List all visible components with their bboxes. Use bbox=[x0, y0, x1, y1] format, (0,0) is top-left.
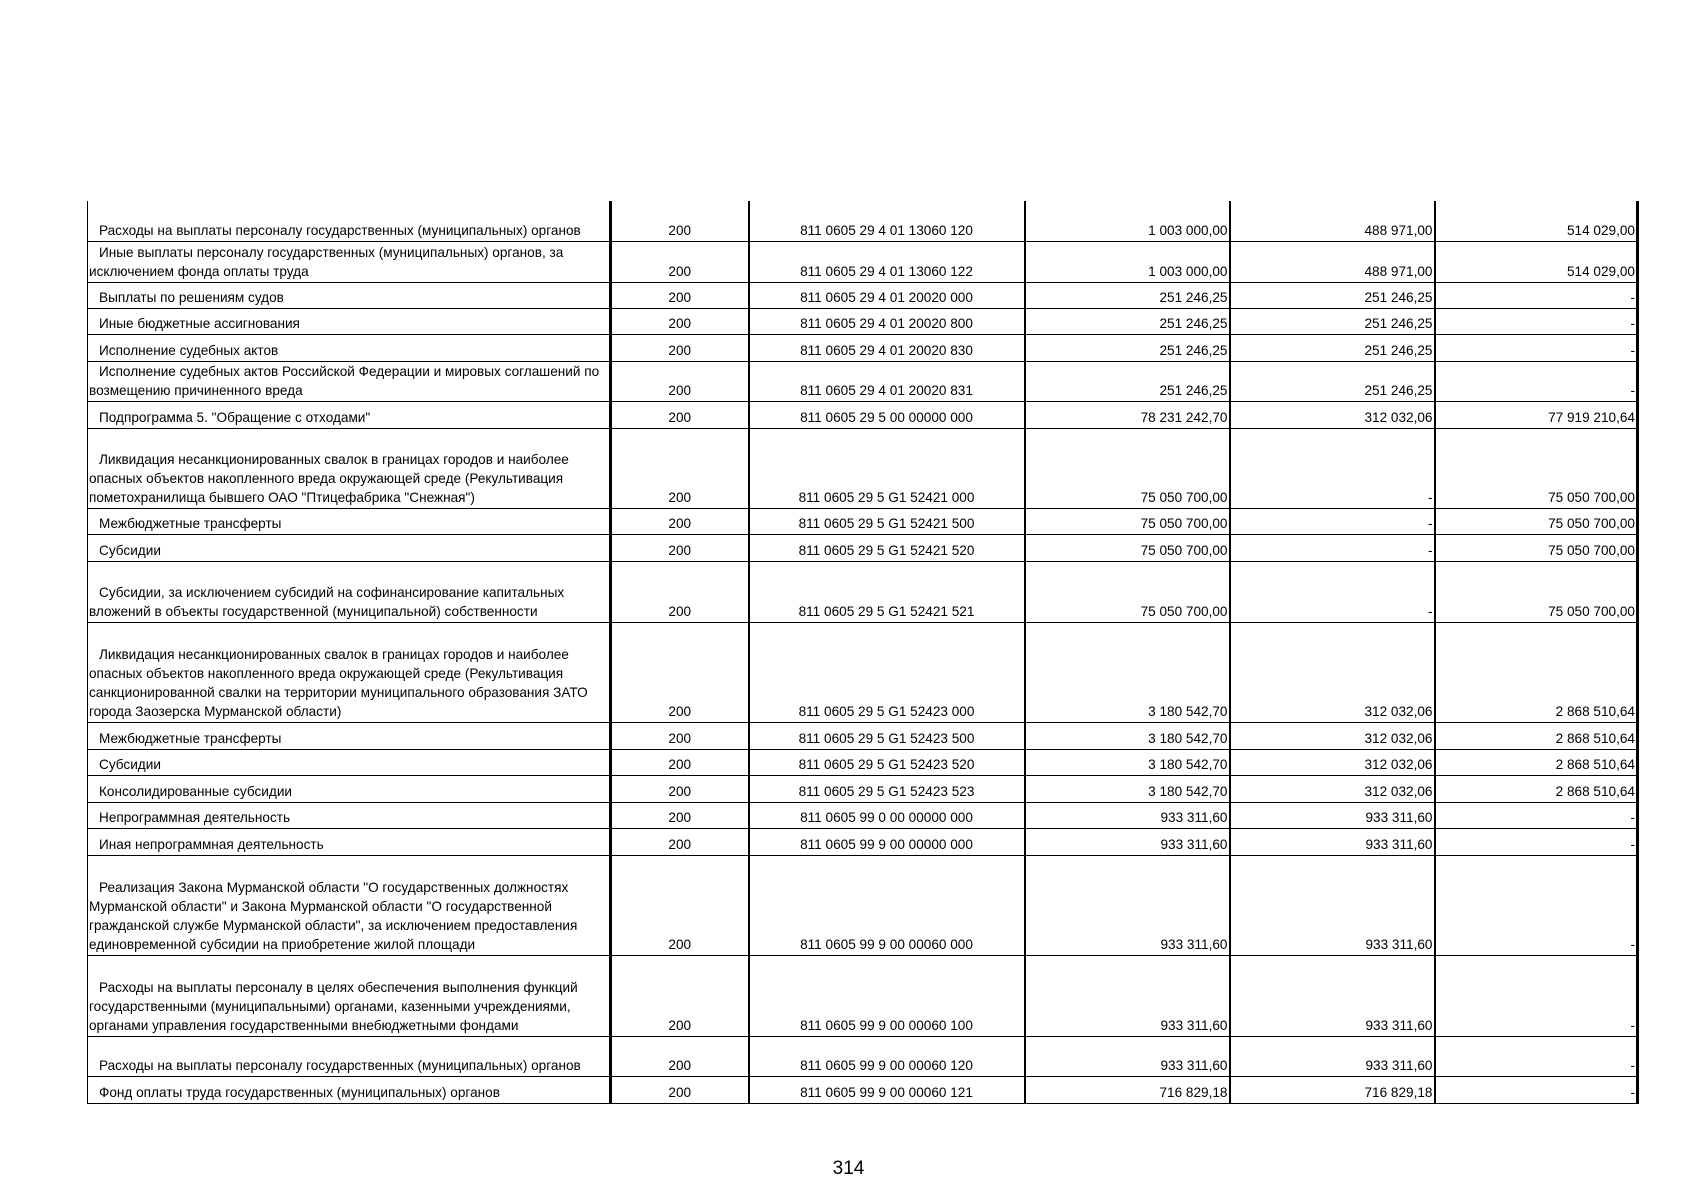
row-approved: 75 050 700,00 bbox=[1025, 534, 1230, 561]
row-name: Межбюджетные трансферты bbox=[88, 508, 611, 534]
row-executed: - bbox=[1230, 508, 1435, 534]
row-code: 200 bbox=[611, 828, 749, 855]
row-executed: 312 032,06 bbox=[1230, 749, 1435, 775]
row-approved: 3 180 542,70 bbox=[1025, 622, 1230, 722]
row-kbk: 811 0605 29 5 G1 52423 520 bbox=[749, 749, 1025, 775]
row-kbk: 811 0605 99 9 00 00060 000 bbox=[749, 855, 1025, 955]
row-executed: 312 032,06 bbox=[1230, 622, 1435, 722]
row-code: 200 bbox=[611, 802, 749, 828]
row-kbk: 811 0605 29 5 G1 52423 523 bbox=[749, 775, 1025, 802]
row-unexecuted: 514 029,00 bbox=[1435, 201, 1638, 241]
row-approved: 251 246,25 bbox=[1025, 334, 1230, 361]
row-unexecuted: - bbox=[1435, 802, 1638, 828]
row-name: Расходы на выплаты персоналу в целях обеспечения выполнения функций государственными (муниципальными) органами, казенными учреждениями, органами управления государственными внебюджетными фондами bbox=[88, 955, 611, 1036]
row-executed: 933 311,60 bbox=[1230, 828, 1435, 855]
row-kbk: 811 0605 99 9 00 00060 121 bbox=[749, 1076, 1025, 1103]
row-code: 200 bbox=[611, 955, 749, 1036]
row-unexecuted: 2 868 510,64 bbox=[1435, 775, 1638, 802]
row-kbk: 811 0605 99 9 00 00060 120 bbox=[749, 1036, 1025, 1076]
row-kbk: 811 0605 99 9 00 00000 000 bbox=[749, 828, 1025, 855]
row-approved: 933 311,60 bbox=[1025, 1036, 1230, 1076]
row-code: 200 bbox=[611, 361, 749, 401]
row-name: Непрограммная деятельность bbox=[88, 802, 611, 828]
row-name: Реализация Закона Мурманской области "О государственных должностях Мурманской области" и Закона Мурманской области "О государственной гражданской службе Мурманской области", за исключением предоставления единовременной субсидии на приобретение жилой площади bbox=[88, 855, 611, 955]
budget-execution-table bbox=[87, 201, 1639, 1104]
row-executed: 251 246,25 bbox=[1230, 282, 1435, 308]
row-kbk: 811 0605 29 5 G1 52421 500 bbox=[749, 508, 1025, 534]
row-executed: 312 032,06 bbox=[1230, 775, 1435, 802]
row-code: 200 bbox=[611, 855, 749, 955]
row-unexecuted: 514 029,00 bbox=[1435, 241, 1638, 282]
row-unexecuted: - bbox=[1435, 282, 1638, 308]
row-kbk: 811 0605 29 4 01 13060 122 bbox=[749, 241, 1025, 282]
budget-table-section bbox=[87, 201, 1637, 1104]
row-executed: 933 311,60 bbox=[1230, 955, 1435, 1036]
row-code: 200 bbox=[611, 1076, 749, 1103]
row-kbk: 811 0605 29 4 01 20020 000 bbox=[749, 282, 1025, 308]
row-name: Иная непрограммная деятельность bbox=[88, 828, 611, 855]
row-executed: - bbox=[1230, 428, 1435, 508]
row-code: 200 bbox=[611, 334, 749, 361]
row-executed: 933 311,60 bbox=[1230, 802, 1435, 828]
row-unexecuted: - bbox=[1435, 361, 1638, 401]
table-row bbox=[88, 775, 1638, 802]
table-row bbox=[88, 622, 1638, 722]
row-name: Расходы на выплаты персоналу государственных (муниципальных) органов bbox=[88, 1036, 611, 1076]
row-unexecuted: - bbox=[1435, 828, 1638, 855]
row-name: Исполнение судебных актов bbox=[88, 334, 611, 361]
table-row bbox=[88, 282, 1638, 308]
table-row bbox=[88, 1036, 1638, 1076]
table-row bbox=[88, 361, 1638, 401]
row-executed: 933 311,60 bbox=[1230, 1036, 1435, 1076]
row-approved: 75 050 700,00 bbox=[1025, 561, 1230, 622]
row-kbk: 811 0605 29 4 01 20020 831 bbox=[749, 361, 1025, 401]
row-unexecuted: - bbox=[1435, 308, 1638, 334]
row-approved: 251 246,25 bbox=[1025, 282, 1230, 308]
row-code: 200 bbox=[611, 241, 749, 282]
table-row bbox=[88, 508, 1638, 534]
row-unexecuted: 2 868 510,64 bbox=[1435, 722, 1638, 749]
row-approved: 75 050 700,00 bbox=[1025, 508, 1230, 534]
row-executed: 251 246,25 bbox=[1230, 308, 1435, 334]
row-kbk: 811 0605 99 9 00 00060 100 bbox=[749, 955, 1025, 1036]
row-name: Межбюджетные трансферты bbox=[88, 722, 611, 749]
row-kbk: 811 0605 29 4 01 13060 120 bbox=[749, 201, 1025, 241]
table-row bbox=[88, 955, 1638, 1036]
row-executed: 488 971,00 bbox=[1230, 241, 1435, 282]
page-number: 314 bbox=[832, 1158, 865, 1179]
table-row bbox=[88, 855, 1638, 955]
row-code: 200 bbox=[611, 722, 749, 749]
row-approved: 75 050 700,00 bbox=[1025, 428, 1230, 508]
row-name: Исполнение судебных актов Российской Федерации и мировых соглашений по возмещению причиненного вреда bbox=[88, 361, 611, 401]
row-code: 200 bbox=[611, 428, 749, 508]
row-approved: 3 180 542,70 bbox=[1025, 749, 1230, 775]
row-name: Ликвидация несанкционированных свалок в границах городов и наиболее опасных объектов накопленного вреда окружающей среде (Рекультивация пометохранилища бывшего ОАО "Птицефабрика "Снежная") bbox=[88, 428, 611, 508]
row-approved: 3 180 542,70 bbox=[1025, 722, 1230, 749]
row-unexecuted: 75 050 700,00 bbox=[1435, 561, 1638, 622]
row-unexecuted: 75 050 700,00 bbox=[1435, 508, 1638, 534]
row-kbk: 811 0605 29 5 G1 52421 521 bbox=[749, 561, 1025, 622]
row-name: Субсидии, за исключением субсидий на софинансирование капитальных вложений в объекты государственной (муниципальной) собственности bbox=[88, 561, 611, 622]
table-row bbox=[88, 401, 1638, 428]
row-code: 200 bbox=[611, 749, 749, 775]
row-name: Субсидии bbox=[88, 534, 611, 561]
row-unexecuted: 75 050 700,00 bbox=[1435, 534, 1638, 561]
row-executed: 933 311,60 bbox=[1230, 855, 1435, 955]
table-row bbox=[88, 561, 1638, 622]
row-unexecuted: - bbox=[1435, 1076, 1638, 1103]
row-name: Фонд оплаты труда государственных (муниципальных) органов bbox=[88, 1076, 611, 1103]
row-code: 200 bbox=[611, 775, 749, 802]
row-unexecuted: - bbox=[1435, 334, 1638, 361]
row-code: 200 bbox=[611, 508, 749, 534]
row-approved: 3 180 542,70 bbox=[1025, 775, 1230, 802]
row-name: Консолидированные субсидии bbox=[88, 775, 611, 802]
row-name: Подпрограмма 5. "Обращение с отходами" bbox=[88, 401, 611, 428]
row-executed: 312 032,06 bbox=[1230, 722, 1435, 749]
row-kbk: 811 0605 99 0 00 00000 000 bbox=[749, 802, 1025, 828]
row-unexecuted: 77 919 210,64 bbox=[1435, 401, 1638, 428]
row-executed: - bbox=[1230, 561, 1435, 622]
row-executed: 251 246,25 bbox=[1230, 361, 1435, 401]
row-code: 200 bbox=[611, 282, 749, 308]
table-row bbox=[88, 334, 1638, 361]
row-name: Расходы на выплаты персоналу государственных (муниципальных) органов bbox=[88, 201, 611, 241]
table-row bbox=[88, 828, 1638, 855]
table-row bbox=[88, 428, 1638, 508]
row-approved: 716 829,18 bbox=[1025, 1076, 1230, 1103]
row-unexecuted: 2 868 510,64 bbox=[1435, 622, 1638, 722]
row-executed: 488 971,00 bbox=[1230, 201, 1435, 241]
row-approved: 1 003 000,00 bbox=[1025, 201, 1230, 241]
row-unexecuted: - bbox=[1435, 955, 1638, 1036]
table-row bbox=[88, 722, 1638, 749]
row-kbk: 811 0605 29 4 01 20020 830 bbox=[749, 334, 1025, 361]
row-name: Ликвидация несанкционированных свалок в границах городов и наиболее опасных объектов накопленного вреда окружающей среде (Рекультивация санкционированной свалки на территории муниципального образования ЗАТО города Заозерска Мурманской области) bbox=[88, 622, 611, 722]
row-name: Выплаты по решениям судов bbox=[88, 282, 611, 308]
table-row bbox=[88, 241, 1638, 282]
row-name: Иные выплаты персоналу государственных (муниципальных) органов, за исключением фонда оплаты труда bbox=[88, 241, 611, 282]
row-approved: 933 311,60 bbox=[1025, 955, 1230, 1036]
row-unexecuted: 2 868 510,64 bbox=[1435, 749, 1638, 775]
row-code: 200 bbox=[611, 401, 749, 428]
row-approved: 933 311,60 bbox=[1025, 828, 1230, 855]
row-code: 200 bbox=[611, 308, 749, 334]
row-kbk: 811 0605 29 5 G1 52423 500 bbox=[749, 722, 1025, 749]
row-code: 200 bbox=[611, 1036, 749, 1076]
row-name: Субсидии bbox=[88, 749, 611, 775]
table-row bbox=[88, 534, 1638, 561]
row-kbk: 811 0605 29 5 G1 52421 000 bbox=[749, 428, 1025, 508]
row-code: 200 bbox=[611, 622, 749, 722]
row-code: 200 bbox=[611, 561, 749, 622]
table-row bbox=[88, 308, 1638, 334]
row-unexecuted: - bbox=[1435, 855, 1638, 955]
row-kbk: 811 0605 29 4 01 20020 800 bbox=[749, 308, 1025, 334]
table-row bbox=[88, 749, 1638, 775]
row-executed: 312 032,06 bbox=[1230, 401, 1435, 428]
row-code: 200 bbox=[611, 201, 749, 241]
row-name: Иные бюджетные ассигнования bbox=[88, 308, 611, 334]
row-approved: 933 311,60 bbox=[1025, 802, 1230, 828]
row-code: 200 bbox=[611, 534, 749, 561]
row-approved: 933 311,60 bbox=[1025, 855, 1230, 955]
row-unexecuted: - bbox=[1435, 1036, 1638, 1076]
table-row bbox=[88, 1076, 1638, 1103]
row-executed: - bbox=[1230, 534, 1435, 561]
row-approved: 78 231 242,70 bbox=[1025, 401, 1230, 428]
row-kbk: 811 0605 29 5 G1 52423 000 bbox=[749, 622, 1025, 722]
row-approved: 251 246,25 bbox=[1025, 308, 1230, 334]
row-kbk: 811 0605 29 5 G1 52421 520 bbox=[749, 534, 1025, 561]
row-unexecuted: 75 050 700,00 bbox=[1435, 428, 1638, 508]
row-executed: 251 246,25 bbox=[1230, 334, 1435, 361]
row-kbk: 811 0605 29 5 00 00000 000 bbox=[749, 401, 1025, 428]
row-approved: 1 003 000,00 bbox=[1025, 241, 1230, 282]
table-row bbox=[88, 802, 1638, 828]
table-row bbox=[88, 201, 1638, 241]
row-approved: 251 246,25 bbox=[1025, 361, 1230, 401]
row-executed: 716 829,18 bbox=[1230, 1076, 1435, 1103]
